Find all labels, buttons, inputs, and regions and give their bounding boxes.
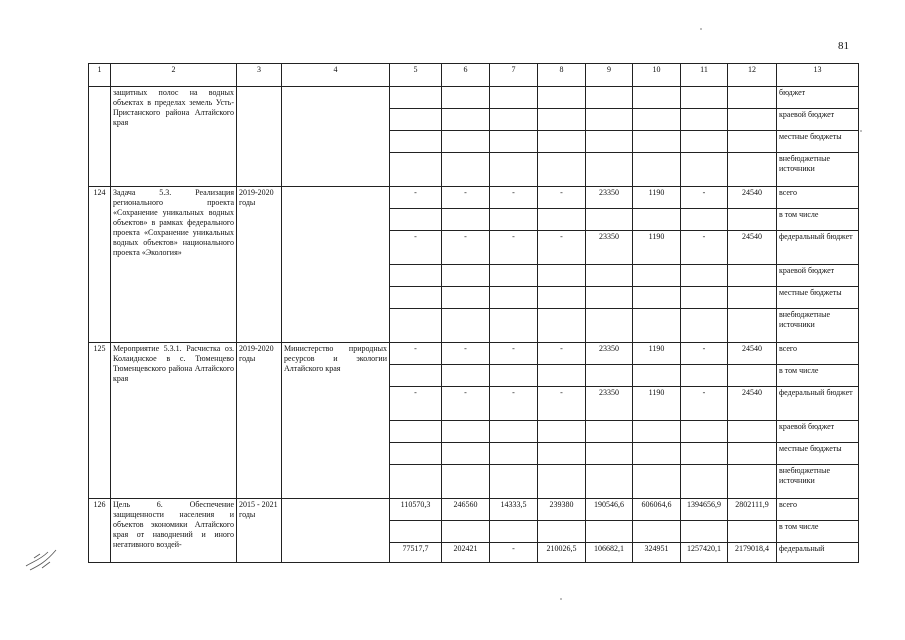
cell-value: - [490,231,538,265]
cell-value: - [538,187,586,209]
row-executor: Министерство природных ресурсов и экологии Алтайского края [282,343,390,499]
funding-label: федеральный бюджет [777,231,859,265]
funding-label: всего [777,343,859,365]
cell-value: - [538,231,586,265]
cell-value: - [681,343,728,365]
col-header: 6 [442,64,490,87]
col-header: 12 [728,64,777,87]
funding-label: краевой бюджет [777,265,859,287]
cell-value: 106682,1 [586,543,633,563]
cell-value: 324951 [633,543,681,563]
funding-label: в том числе [777,209,859,231]
col-header: 9 [586,64,633,87]
cell-value: 239380 [538,499,586,521]
funding-label: в том числе [777,521,859,543]
cell-value: - [442,343,490,365]
cell-value: 606064,6 [633,499,681,521]
cell-value: 110570,3 [390,499,442,521]
row-executor [282,187,390,343]
cell-value: 24540 [728,231,777,265]
funding-label: местные бюджеты [777,443,859,465]
cell-value: - [681,187,728,209]
col-header: 1 [89,64,111,87]
col-header: 8 [538,64,586,87]
col-header: 5 [390,64,442,87]
cell-value: - [442,387,490,421]
cell-value: 246560 [442,499,490,521]
cell-value: - [390,231,442,265]
page-number: 81 [838,40,849,52]
funding-label: в том числе [777,365,859,387]
cell-value: 1190 [633,343,681,365]
cell-value: - [538,343,586,365]
funding-label: федеральный [777,543,859,563]
cell-value: 1190 [633,231,681,265]
cell-value: - [681,231,728,265]
funding-label: внебюджетные источники [777,465,859,499]
cell-value: 23350 [586,343,633,365]
cell-value: 23350 [586,231,633,265]
budget-table [88,63,859,563]
cell-value: 77517,7 [390,543,442,563]
row-executor [282,499,390,563]
funding-label: краевой бюджет [777,421,859,443]
cell-value: - [538,387,586,421]
row-description: защитных полос на водных объектах в пределах земель Усть-Пристанского района Алтайского края [111,87,237,187]
cell-value: 24540 [728,187,777,209]
row-number: 125 [89,343,111,499]
col-header: 13 [777,64,859,87]
row-number [89,87,111,187]
funding-label: местные бюджеты [777,131,859,153]
row-description: Задача 5.3. Реализация регионального проекта «Сохранение уникальных водных объектов» в рамках федерального проекта «Сохранение уникальных водных объектов» национального проекта «Экология» [111,187,237,343]
cell-value: 24540 [728,343,777,365]
cell-value: 1190 [633,187,681,209]
cell-value: - [490,543,538,563]
col-header: 4 [282,64,390,87]
cell-value: 210026,5 [538,543,586,563]
cell-value: 1394656,9 [681,499,728,521]
handwritten-mark [22,540,62,574]
cell-value: - [490,187,538,209]
funding-label: местные бюджеты [777,287,859,309]
cell-value: 23350 [586,187,633,209]
cell-value: 23350 [586,387,633,421]
cell-value: - [390,387,442,421]
cell-value: - [681,387,728,421]
row-period: 2019-2020 годы [237,343,282,499]
col-header: 11 [681,64,728,87]
row-period: 2019-2020 годы [237,187,282,343]
funding-label: бюджет [777,87,859,109]
row-period [237,87,282,187]
table-row [89,343,859,365]
header-row [89,64,859,87]
funding-label: внебюджетные источники [777,153,859,187]
funding-label: всего [777,187,859,209]
table-row [89,187,859,209]
cell-value: - [490,387,538,421]
cell-value: 14333,5 [490,499,538,521]
cell-value: - [442,231,490,265]
row-description: Цель 6. Обеспечение защищенности населения и объектов экономики Алтайского края от наводнений и иного негативного воздей- [111,499,237,563]
cell-value: 1257420,1 [681,543,728,563]
cell-value: - [390,343,442,365]
row-description: Мероприятие 5.3.1. Расчистка оз. Колаиднское в с. Тюменцево Тюменцевского района Алтайского края [111,343,237,499]
scan-speck [560,598,562,600]
row-period: 2015 - 2021 годы [237,499,282,563]
row-number: 126 [89,499,111,563]
cell-value: - [442,187,490,209]
col-header: 7 [490,64,538,87]
cell-value: - [390,187,442,209]
cell-value: 190546,6 [586,499,633,521]
col-header: 3 [237,64,282,87]
scan-speck [700,28,702,30]
funding-label: краевой бюджет [777,109,859,131]
scan-speck [860,130,862,132]
cell-value: 1190 [633,387,681,421]
funding-label: внебюджетные источники [777,309,859,343]
funding-label: федеральный бюджет [777,387,859,421]
cell-value: 2179018,4 [728,543,777,563]
row-executor [282,87,390,187]
cell-value: 2802111,9 [728,499,777,521]
table-row [89,87,859,109]
row-number: 124 [89,187,111,343]
col-header: 2 [111,64,237,87]
table-row [89,499,859,521]
cell-value: - [490,343,538,365]
cell-value: 24540 [728,387,777,421]
cell-value: 202421 [442,543,490,563]
col-header: 10 [633,64,681,87]
funding-label: всего [777,499,859,521]
